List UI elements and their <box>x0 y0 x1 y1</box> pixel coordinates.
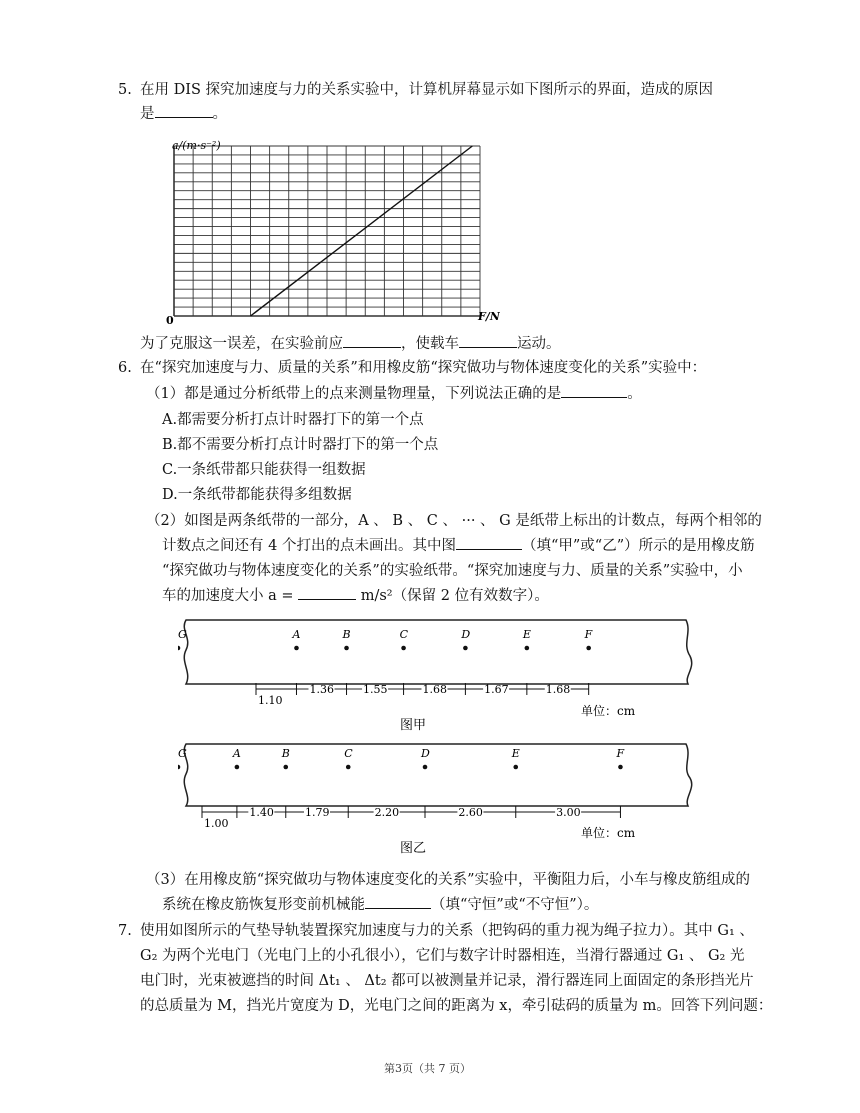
tape-point-label: D <box>421 747 430 760</box>
q7-number: 7. <box>118 923 132 939</box>
q5-text-line1: 在用 DIS 探究加速度与力的关系实验中，计算机屏幕显示如下图所示的界面，造成的原因 <box>140 82 714 98</box>
tape-point <box>463 646 468 651</box>
tape-point-label: A <box>232 747 241 760</box>
tape-point <box>294 646 299 651</box>
series-line <box>251 146 473 316</box>
tape-point-label: G <box>178 747 187 760</box>
q6-option-c: C.一条纸带都只能获得一组数据 <box>162 462 366 478</box>
tape-point-label: F <box>584 628 593 641</box>
q6-option-d: D.一条纸带都能获得多组数据 <box>162 487 352 503</box>
q6-blank-acceleration <box>298 585 356 600</box>
tape-jia-unit: 单位：cm <box>581 704 636 718</box>
tape-yi-points <box>178 747 624 769</box>
tape-point-label: E <box>511 747 520 760</box>
tape-point <box>525 646 530 651</box>
tape-point <box>178 765 180 770</box>
tape-point <box>344 646 349 651</box>
tape-point <box>423 765 428 770</box>
tape-point <box>283 765 288 770</box>
tape-gap-label: 1.68 <box>545 683 571 696</box>
tape-point <box>346 765 351 770</box>
q7-line2: G₂ 为两个光电门（光电门上的小孔很小），它们与数字计时器相连，当滑行器通过 G₁ 、 G₂ 光 <box>140 948 745 964</box>
q6-part2-line2: 计数点之间还有 4 个打出的点未画出。其中图 （填“甲”或“乙”）所示的是用橡皮筋 <box>162 534 755 558</box>
tape-jia-measurements <box>256 683 589 707</box>
tape-figure-jia <box>178 614 694 738</box>
chart-grid <box>174 146 480 316</box>
q7-line4: 的总质量为 M，挡光片宽度为 D，光电门之间的距离为 x，牵引砝码的质量为 m。回答下列问题： <box>140 998 773 1014</box>
tape-yi-measurements <box>202 806 620 830</box>
tape-point-label: G <box>178 628 187 641</box>
q7-line1: 使用如图所示的气垫导轨装置探究加速度与力的关系（把钩码的重力视为绳子拉力）。其中 G₁ 、 <box>140 923 754 939</box>
q6-part3-line1: （3）在用橡皮筋“探究做功与物体速度变化的关系”实验中，平衡阻力后，小车与橡皮筋组成的 <box>146 872 751 888</box>
chart-series <box>251 146 473 316</box>
q5-number: 5. <box>118 82 132 98</box>
tape-point <box>401 646 406 651</box>
tape-point-label: C <box>399 628 408 641</box>
tape-point-label: B <box>342 628 351 641</box>
tape-point-label: D <box>461 628 471 641</box>
tape-gap-label: 1.79 <box>304 806 330 819</box>
q6-blank-figure <box>456 535 522 550</box>
q6-option-a: A.都需要分析打点计时器打下的第一个点 <box>162 412 424 428</box>
q6-part1: （1）都是通过分析纸带上的点来测量物理量，下列说法正确的是 。 <box>146 382 642 406</box>
tape-point-label: C <box>344 747 353 760</box>
tape-first-gap-label: 1.00 <box>204 817 229 830</box>
q6-blank-energy <box>365 894 431 909</box>
tape-gap-label: 2.60 <box>458 806 483 819</box>
chart-origin-label: 0 <box>166 314 174 327</box>
q6-blank-part1 <box>561 383 627 398</box>
tape-yi-unit: 单位：cm <box>581 826 636 840</box>
tape-jia-outline <box>184 620 691 684</box>
tape-point <box>586 646 591 651</box>
tape-jia-points <box>178 628 593 650</box>
q5-blank-reason <box>155 103 213 118</box>
q5-blank-method <box>343 333 401 348</box>
tape-point <box>513 765 518 770</box>
tape-gap-label: 2.20 <box>374 806 400 819</box>
q6-option-b: B.都不需要分析打点计时器打下的第一个点 <box>162 437 439 453</box>
tape-gap-label: 1.40 <box>249 806 274 819</box>
acceleration-force-chart <box>160 136 500 332</box>
tape-gap-label: 1.67 <box>484 683 509 696</box>
q6-number: 6. <box>118 360 132 376</box>
tape-point-label: A <box>292 628 301 641</box>
tape-figure-yi <box>178 740 694 864</box>
tape-point <box>178 646 180 651</box>
tape-point <box>235 765 240 770</box>
q7-line3: 电门时，光束被遮挡的时间 Δt₁ 、 Δt₂ 都可以被测量并记录，滑行器连同上面固定的条形挡光片 <box>140 973 754 989</box>
tape-point <box>618 765 623 770</box>
tape-jia-caption: 图甲 <box>400 718 427 733</box>
q6-part2-line1: （2）如图是两条纸带的一部分，A 、 B 、 C 、 ··· 、 G 是纸带上标出的计数点，每两个相邻的 <box>146 513 762 529</box>
tape-gap-label: 1.68 <box>422 683 447 696</box>
page-footer: 第3页（共 7 页） <box>384 1062 471 1075</box>
tape-gap-label: 1.36 <box>309 683 335 696</box>
q5-text-line2: 是 。 <box>140 102 227 126</box>
chart-xlabel: F/N <box>478 310 500 323</box>
tape-point-label: E <box>522 628 531 641</box>
chart-ylabel: a/(m·s⁻²) <box>172 139 221 152</box>
q5-blank-motion <box>459 333 517 348</box>
tape-point-label: B <box>281 747 290 760</box>
q6-stem: 在“探究加速度与力、质量的关系”和用橡皮筋“探究做功与物体速度变化的关系”实验中： <box>140 360 707 376</box>
q6-part2-line3: “探究做功与物体速度变化的关系”的实验纸带。“探究加速度与力、质量的关系”实验中，小 <box>162 563 743 579</box>
q5-followup: 为了克服这一误差，在实验前应 ，使载车 运动。 <box>140 332 561 356</box>
q6-part2-line4: 车的加速度大小 a = m/s²（保留 2 位有效数字）。 <box>162 584 549 608</box>
tape-point-label: F <box>616 747 625 760</box>
tape-first-gap-label: 1.10 <box>258 694 283 707</box>
tape-yi-caption: 图乙 <box>400 841 427 856</box>
q6-part3-line2: 系统在橡皮筋恢复形变前机械能 （填“守恒”或“不守恒”）。 <box>162 893 598 917</box>
tape-gap-label: 1.55 <box>363 683 388 696</box>
tape-gap-label: 3.00 <box>556 806 581 819</box>
